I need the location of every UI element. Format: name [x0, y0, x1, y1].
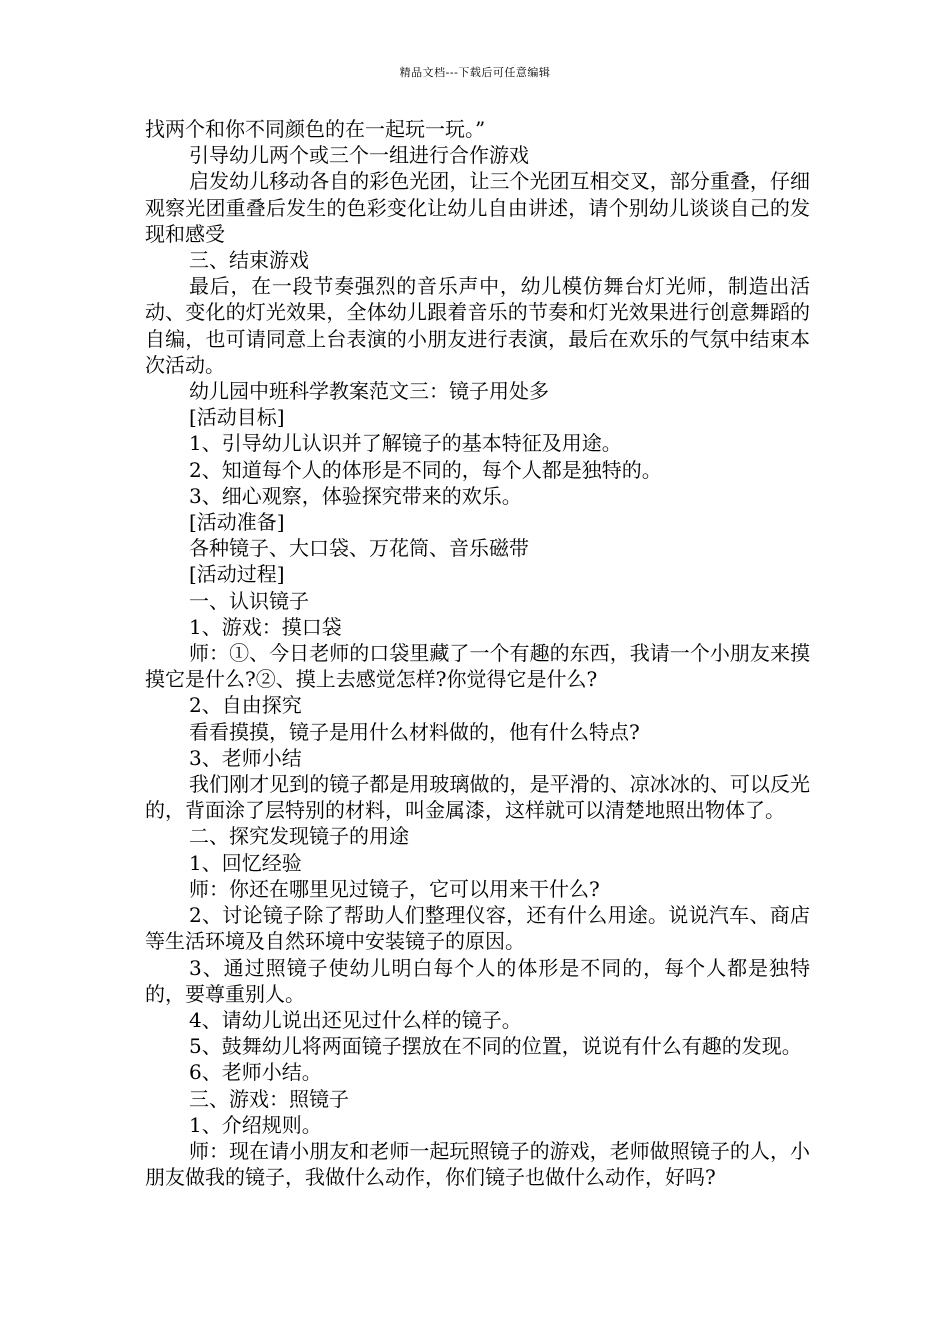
paragraph: 6、老师小结。: [189, 1060, 322, 1085]
paragraph: 幼儿园中班科学教案范文三：镜子用处多: [189, 379, 549, 404]
paragraph: 我们刚才见到的镜子都是用玻璃做的，是平滑的、凉冰冰的、可以反光的，背面涂了层特别的材料，叫金属漆，这样就可以清楚地照出物体了。: [145, 772, 810, 823]
paragraph: 最后，在一段节奏强烈的音乐声中，幼儿模仿舞台灯光师，制造出活动、变化的灯光效果，全体幼儿跟着音乐的节奏和灯光效果进行创意舞蹈的自编，也可请同意上台表演的小朋友进行表演，最后在欢乐的气氛中结束本次活动。: [145, 274, 810, 377]
paragraph: 三、结束游戏: [189, 248, 309, 273]
paragraph: 3、细心观察，体验探究带来的欢乐。: [189, 483, 522, 508]
paragraph: 2、讨论镜子除了帮助人们整理仪容，还有什么用途。说说汽车、商店等生活环境及自然环境中安装镜子的原因。: [145, 903, 810, 954]
paragraph: 一、认识镜子: [189, 588, 309, 613]
paragraph: 三、游戏：照镜子: [189, 1086, 349, 1111]
page-header: 精品文档---下载后可任意编辑: [399, 66, 551, 79]
paragraph: 看看摸摸，镜子是用什么材料做的，他有什么特点?: [189, 719, 640, 744]
paragraph: 1、游戏：摸口袋: [189, 614, 342, 639]
paragraph: 4、请幼儿说出还见过什么样的镜子。: [189, 1007, 522, 1032]
paragraph: 1、介绍规则。: [189, 1112, 322, 1137]
paragraph: 1、引导幼儿认识并了解镜子的基本特征及用途。: [189, 431, 622, 456]
paragraph: [活动目标]: [189, 405, 285, 430]
paragraph: 启发幼儿移动各自的彩色光团，让三个光团互相交叉，部分重叠，仔细观察光团重叠后发生的色彩变化让幼儿自由讲述，请个别幼儿谈谈自己的发现和感受: [145, 169, 810, 246]
paragraph: 师：①、今日老师的口袋里藏了一个有趣的东西，我请一个小朋友来摸摸它是什么?②、摸上去感觉怎样?你觉得它是什么?: [145, 641, 810, 692]
paragraph: 师：你还在哪里见过镜子，它可以用来干什么?: [189, 876, 600, 901]
paragraph: 5、鼓舞幼儿将两面镜子摆放在不同的位置，说说有什么有趣的发现。: [189, 1034, 802, 1059]
paragraph: 各种镜子、大口袋、万花筒、音乐磁带: [189, 536, 529, 561]
paragraph: [活动准备]: [189, 510, 285, 535]
paragraph: 师：现在请小朋友和老师一起玩照镜子的游戏，老师做照镜子的人，小朋友做我的镜子，我做什么动作，你们镜子也做什么动作，好吗?: [145, 1138, 810, 1190]
paragraph: [活动过程]: [189, 562, 285, 587]
paragraph: 2、知道每个人的体形是不同的，每个人都是独特的。: [189, 457, 662, 482]
paragraph: 1、回忆经验: [189, 850, 302, 875]
paragraph: 3、老师小结: [189, 745, 302, 770]
paragraph: 找两个和你不同颜色的在一起玩一玩。”: [145, 117, 486, 141]
paragraph: 二、探究发现镜子的用途: [189, 824, 409, 849]
paragraph: 3、通过照镜子使幼儿明白每个人的体形是不同的，每个人都是独特的，要尊重别人。: [145, 955, 810, 1006]
paragraph: 引导幼儿两个或三个一组进行合作游戏: [189, 143, 529, 168]
document-body: [145, 116, 810, 1190]
paragraph: 2、自由探究: [189, 693, 302, 718]
